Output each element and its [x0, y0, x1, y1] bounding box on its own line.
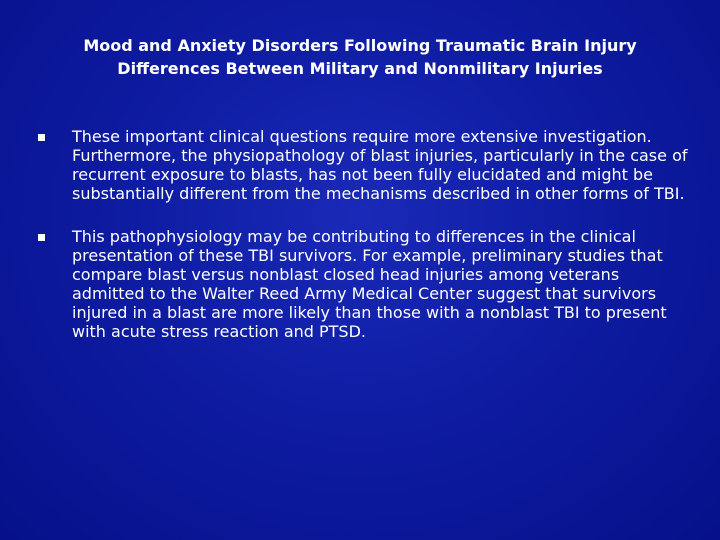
bullet-item	[38, 227, 690, 341]
title-line-1: Mood and Anxiety Disorders Following Traumatic Brain Injury	[83, 36, 637, 55]
title-line-2: Differences Between Military and Nonmilitary Injuries	[117, 59, 603, 78]
square-bullet-icon	[38, 234, 45, 241]
square-bullet-icon	[38, 134, 45, 141]
slide-title	[20, 34, 700, 80]
bullet-text: This pathophysiology may be contributing to differences in the clinical presentation of these TBI survivors. For example, preliminary studies that compare blast versus nonblast closed head injuries among veterans admitted to the Walter Reed Army Medical Center suggest that survivors injured in a blast are more likely than those with a nonblast TBI to present with acute stress reaction and PTSD.	[72, 227, 667, 341]
bullet-text: These important clinical questions require more extensive investigation. Furthermore, the physiopathology of blast injuries, particularly in the case of recurrent exposure to blasts, has not been fully elucidated and might be substantially different from the mechanisms described in other forms of TBI.	[72, 127, 688, 203]
bullet-list	[38, 127, 690, 365]
bullet-item	[38, 127, 690, 203]
